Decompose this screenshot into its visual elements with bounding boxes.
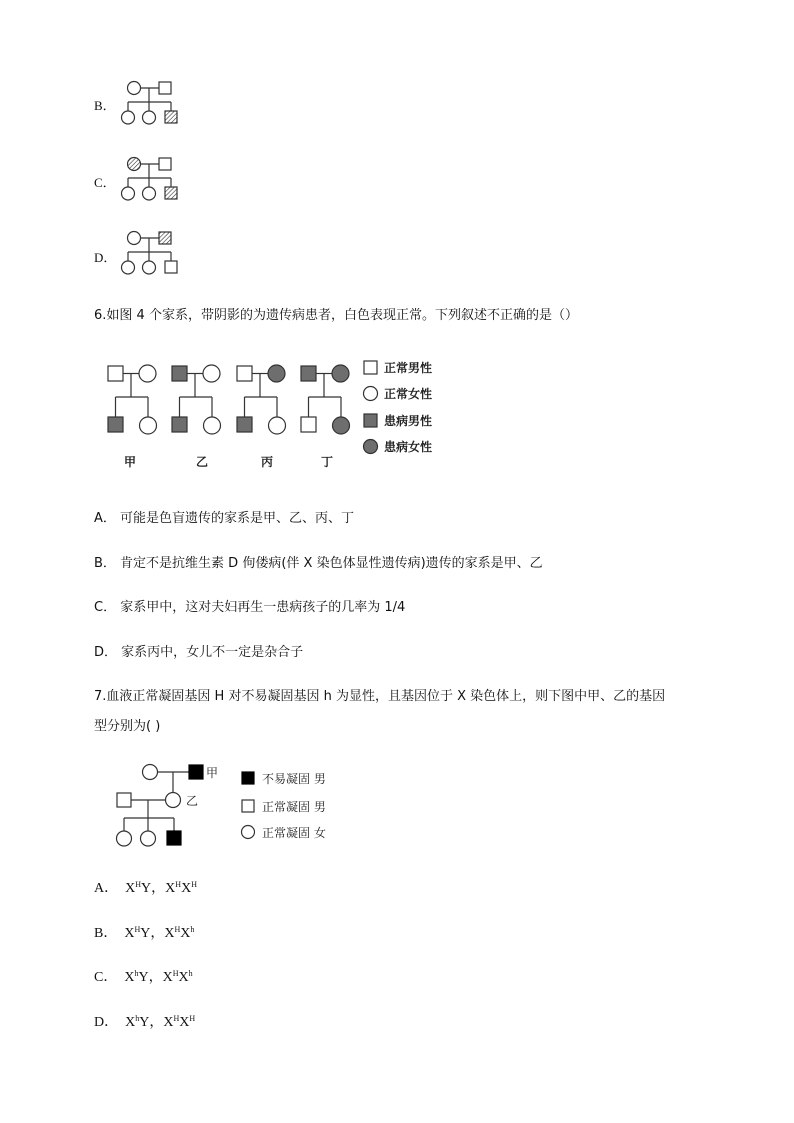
child-affected-male-hatched <box>165 187 177 199</box>
mother-normal-female <box>128 82 141 95</box>
family-label-bing: 丙 <box>261 455 274 469</box>
q6-option-c: C． 家系甲中，这对夫妇再生一患病孩子的几率为 1/4 <box>94 600 406 615</box>
legend-hemophilia-male: 不易凝固 男 <box>262 772 326 786</box>
legend-normal-clotting-female: 正常凝固 女 <box>262 826 326 840</box>
option-d-label: D． <box>94 250 117 265</box>
father-affected-male-hatched <box>159 232 171 244</box>
yi-label: 乙 <box>186 794 199 808</box>
family-label-jia: 甲 <box>124 455 137 469</box>
q6-pedigree-figure <box>100 352 450 474</box>
q6-option-a: A． 可能是色盲遗传的家系是甲、乙、丙、丁 <box>94 511 355 526</box>
father-normal-male <box>159 158 171 170</box>
family-label-yi: 乙 <box>196 455 209 469</box>
q7-stem-line2: 型分别为( ) <box>94 719 161 734</box>
mother-normal-female <box>128 232 141 245</box>
legend-normal-clotting-male: 正常凝固 男 <box>262 800 326 814</box>
child-normal-female <box>143 111 156 124</box>
legend-affected-female: 患病女性 <box>384 440 433 454</box>
q7-legend <box>242 771 326 840</box>
q6-option-b: B． 肯定不是抗维生素 D 佝偻病(伴 X 染色体显性遗传病)遗传的家系是甲、乙 <box>94 556 543 571</box>
family-label-ding: 丁 <box>321 455 334 469</box>
child-normal-female <box>143 261 156 274</box>
father-normal-male <box>159 82 171 94</box>
option-c-label: C． <box>94 175 116 190</box>
grandmother <box>143 765 158 780</box>
child-normal-female <box>122 187 135 200</box>
child-normal-female <box>143 187 156 200</box>
daughter-normal <box>117 831 132 846</box>
family-ding <box>301 365 350 434</box>
legend-normal-male: 正常男性 <box>384 361 433 375</box>
q7-option-b: B． $X^HY$，$X^HX^h$ <box>94 925 195 941</box>
q7-option-d: D． $X^hY$，$X^HX^H$ <box>94 1014 196 1030</box>
pedigree-c <box>118 154 183 204</box>
family-yi <box>172 365 221 434</box>
q6-legend <box>364 360 433 454</box>
family-jia <box>108 365 157 434</box>
q7-option-a: A． $X^HY$，$X^HX^H$ <box>94 880 197 896</box>
daughter-normal <box>141 831 156 846</box>
q7-option-c: C． $X^hY$，$X^HX^h$ <box>94 969 193 985</box>
legend-normal-female: 正常女性 <box>384 387 433 401</box>
yi-normal-female <box>166 793 181 808</box>
child-normal-female <box>122 111 135 124</box>
pedigree-d <box>118 228 183 278</box>
son-hemophilia <box>167 831 181 845</box>
child-normal-female <box>122 261 135 274</box>
jia-hemophilia-male <box>189 765 203 779</box>
mother-affected-female-hatched <box>128 158 141 171</box>
q6-option-d: D． 家系丙中，女儿不一定是杂合子 <box>94 645 304 660</box>
option-b-label: B． <box>94 98 116 113</box>
jia-label: 甲 <box>206 766 219 780</box>
pedigree-b <box>118 78 183 128</box>
q7-pedigree-figure <box>110 760 360 852</box>
child-normal-male <box>165 261 177 273</box>
family-bing <box>237 365 286 434</box>
q7-stem-line1: 7.血液正常凝固基因 H 对不易凝固基因 h 为显性，且基因位于 X 染色体上，则下图中甲、乙的基因 <box>94 689 666 704</box>
husband-normal-male <box>117 793 131 807</box>
legend-affected-male: 患病男性 <box>384 414 433 428</box>
child-affected-male-hatched <box>165 111 177 123</box>
q6-stem: 6.如图 4 个家系，带阴影的为遗传病患者，白色表现正常。下列叙述不正确的是（） <box>94 308 578 323</box>
